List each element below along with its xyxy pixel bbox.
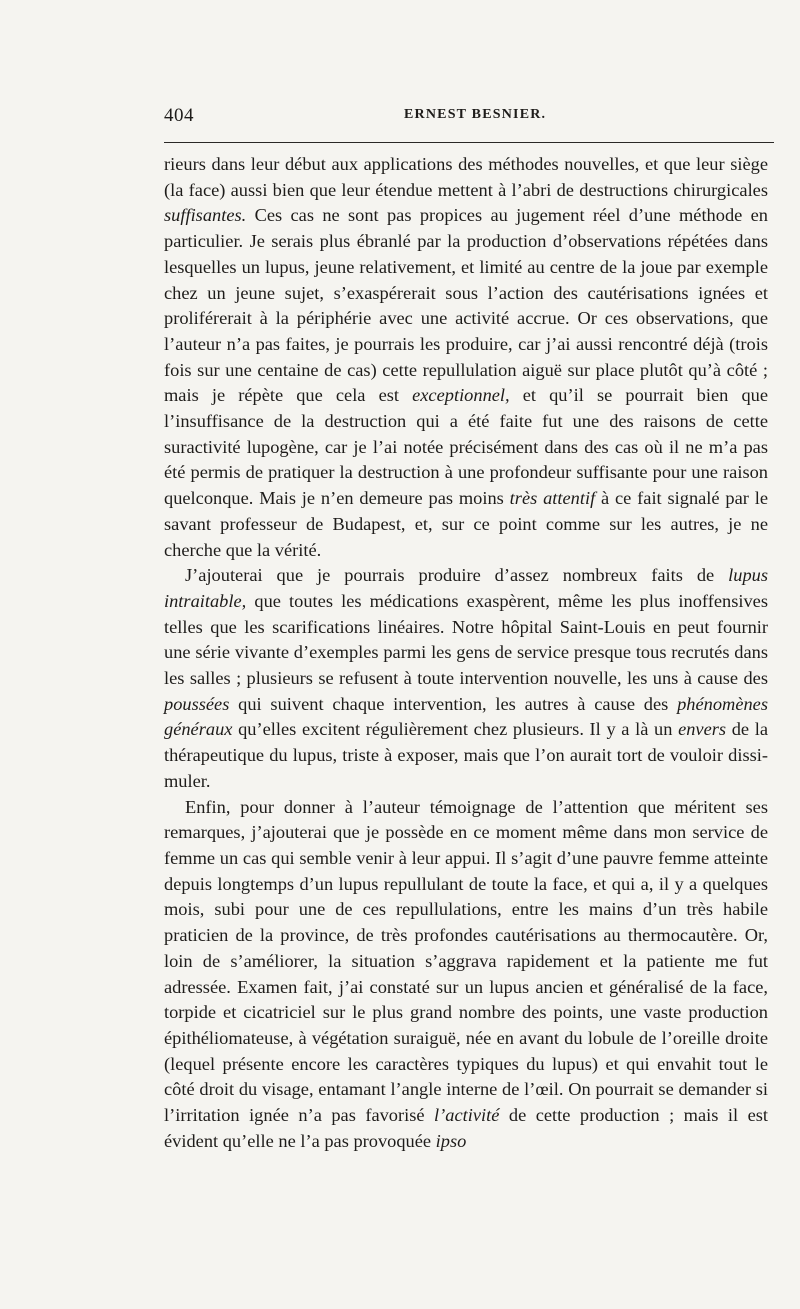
running-head	[164, 105, 770, 129]
italic-text: suffisantes.	[164, 205, 247, 226]
text-run: rieurs dans leur début aux applications des méthodes nouvelles, et que leur siège (la face) aussi bien que leur étendue mettent à l’abri de destructions chirurgicales	[164, 154, 768, 200]
italic-text: envers	[678, 719, 727, 740]
italic-text: phénomènes généraux	[164, 693, 768, 740]
text-run: Enfin, pour donner à l’auteur témoignage de l’attention que méritent ses remarques, j’ajouterai que je possède en ce moment même dans mon service de femme un cas qui semble venir à leur appui. Il s’agit d’une pauvre femme atteinte depuis longtemps d’un lupus repullulant de toute la face, et qui a, il y a quelques mois, subi pour une de ces repullulations, entre les mains d’un très habile praticien de la province, de très profondes cautérisations au thermocautère. Or, loin de s’améliorer, la situation s’aggrava rapidement et la patiente me fut adressée. Examen fait, j’ai constaté sur un lupus ancien et généralisé de la face, torpide et cicatriciel sur le plus grand nombre des points, une vaste production épithéliomateuse, à végétation suraiguë, née en avant du lobule de l’oreille droite (lequel présente encore les caractères typiques du lupus) et qui envahit tout le côté droit du visage, entamant l’angle interne de l’œil. On pourrait se demander si l’irritation ignée n’a pas favorisé	[164, 796, 768, 1126]
page-number: 404	[164, 105, 194, 126]
italic-text: très attentif	[509, 488, 596, 509]
text-run: J’ajouterai que je pourrais produire d’assez nombreux faits de	[185, 565, 729, 586]
text-run: Ces cas ne sont pas propices au jugement réel d’une méthode en particulier. Je serais plus ébranlé par la production d’observations répétées dans lesquelles un lupus, jeune relativement, et limité au centre de la joue par exemple chez un jeune sujet, s’exaspérerait sous l’action des cautérisations ignées et proliférerait à la périphérie avec une activité accrue. Or ces observations, que l’auteur n’a pas faites, je pourrais les produire, car j’ai aussi rencontré déjà (trois fois sur une centaine de cas) cette repullulation aiguë sur place plutôt qu’à côté ; mais je répète que cela est	[164, 205, 768, 406]
text-run: de cette production ; mais il est évident qu’elle ne l’a pas provoquée	[164, 1105, 769, 1151]
italic-text: ipso	[435, 1130, 467, 1151]
paragraph	[164, 795, 768, 1155]
text-run: que toutes les médications exaspèrent, même les plus inoffensives telles que les scarifications linéaires. Notre hôpital Saint-Louis en peut fournir une série vivante d’exemples parmi les gens de service presque tous recrutés dans les salles ; plusieurs se refusent à toute intervention nouvelle, les uns à cause des	[164, 590, 768, 689]
header-rule	[164, 142, 774, 143]
running-title: ERNEST BESNIER.	[404, 107, 547, 122]
text-run: et qu’il se pourrait bien que l’insuffisance de la destruction qui a été faite fut une des raisons de cette suractivité lupogène, car je l’ai notée précisément dans des cas où il ne m’a pas été permis de pratiquer la destruction à une profondeur suffisante pour une raison quelconque. Mais je n’en demeure pas moins	[164, 385, 768, 509]
text-run: à ce fait signalé par le savant professeur de Budapest, et, sur ce point comme sur les autres, je ne cherche que la vérité.	[164, 488, 768, 560]
text-run: qu’elles excitent régulièrement chez plusieurs. Il y a là un	[232, 719, 679, 740]
body-text	[164, 152, 768, 1154]
paragraph	[164, 152, 768, 563]
italic-text: poussées	[164, 693, 230, 714]
paragraph	[164, 563, 768, 794]
text-run: de la thérapeutique du lupus, triste à exposer, mais que l’on aurait tort de vouloir dissimuler.	[164, 719, 769, 791]
text-run: qui suivent chaque intervention, les autres à cause des	[229, 693, 678, 714]
italic-text: lupus intraitable,	[164, 565, 768, 611]
italic-text: l’activité	[434, 1105, 500, 1126]
italic-text: exceptionnel,	[412, 385, 510, 406]
